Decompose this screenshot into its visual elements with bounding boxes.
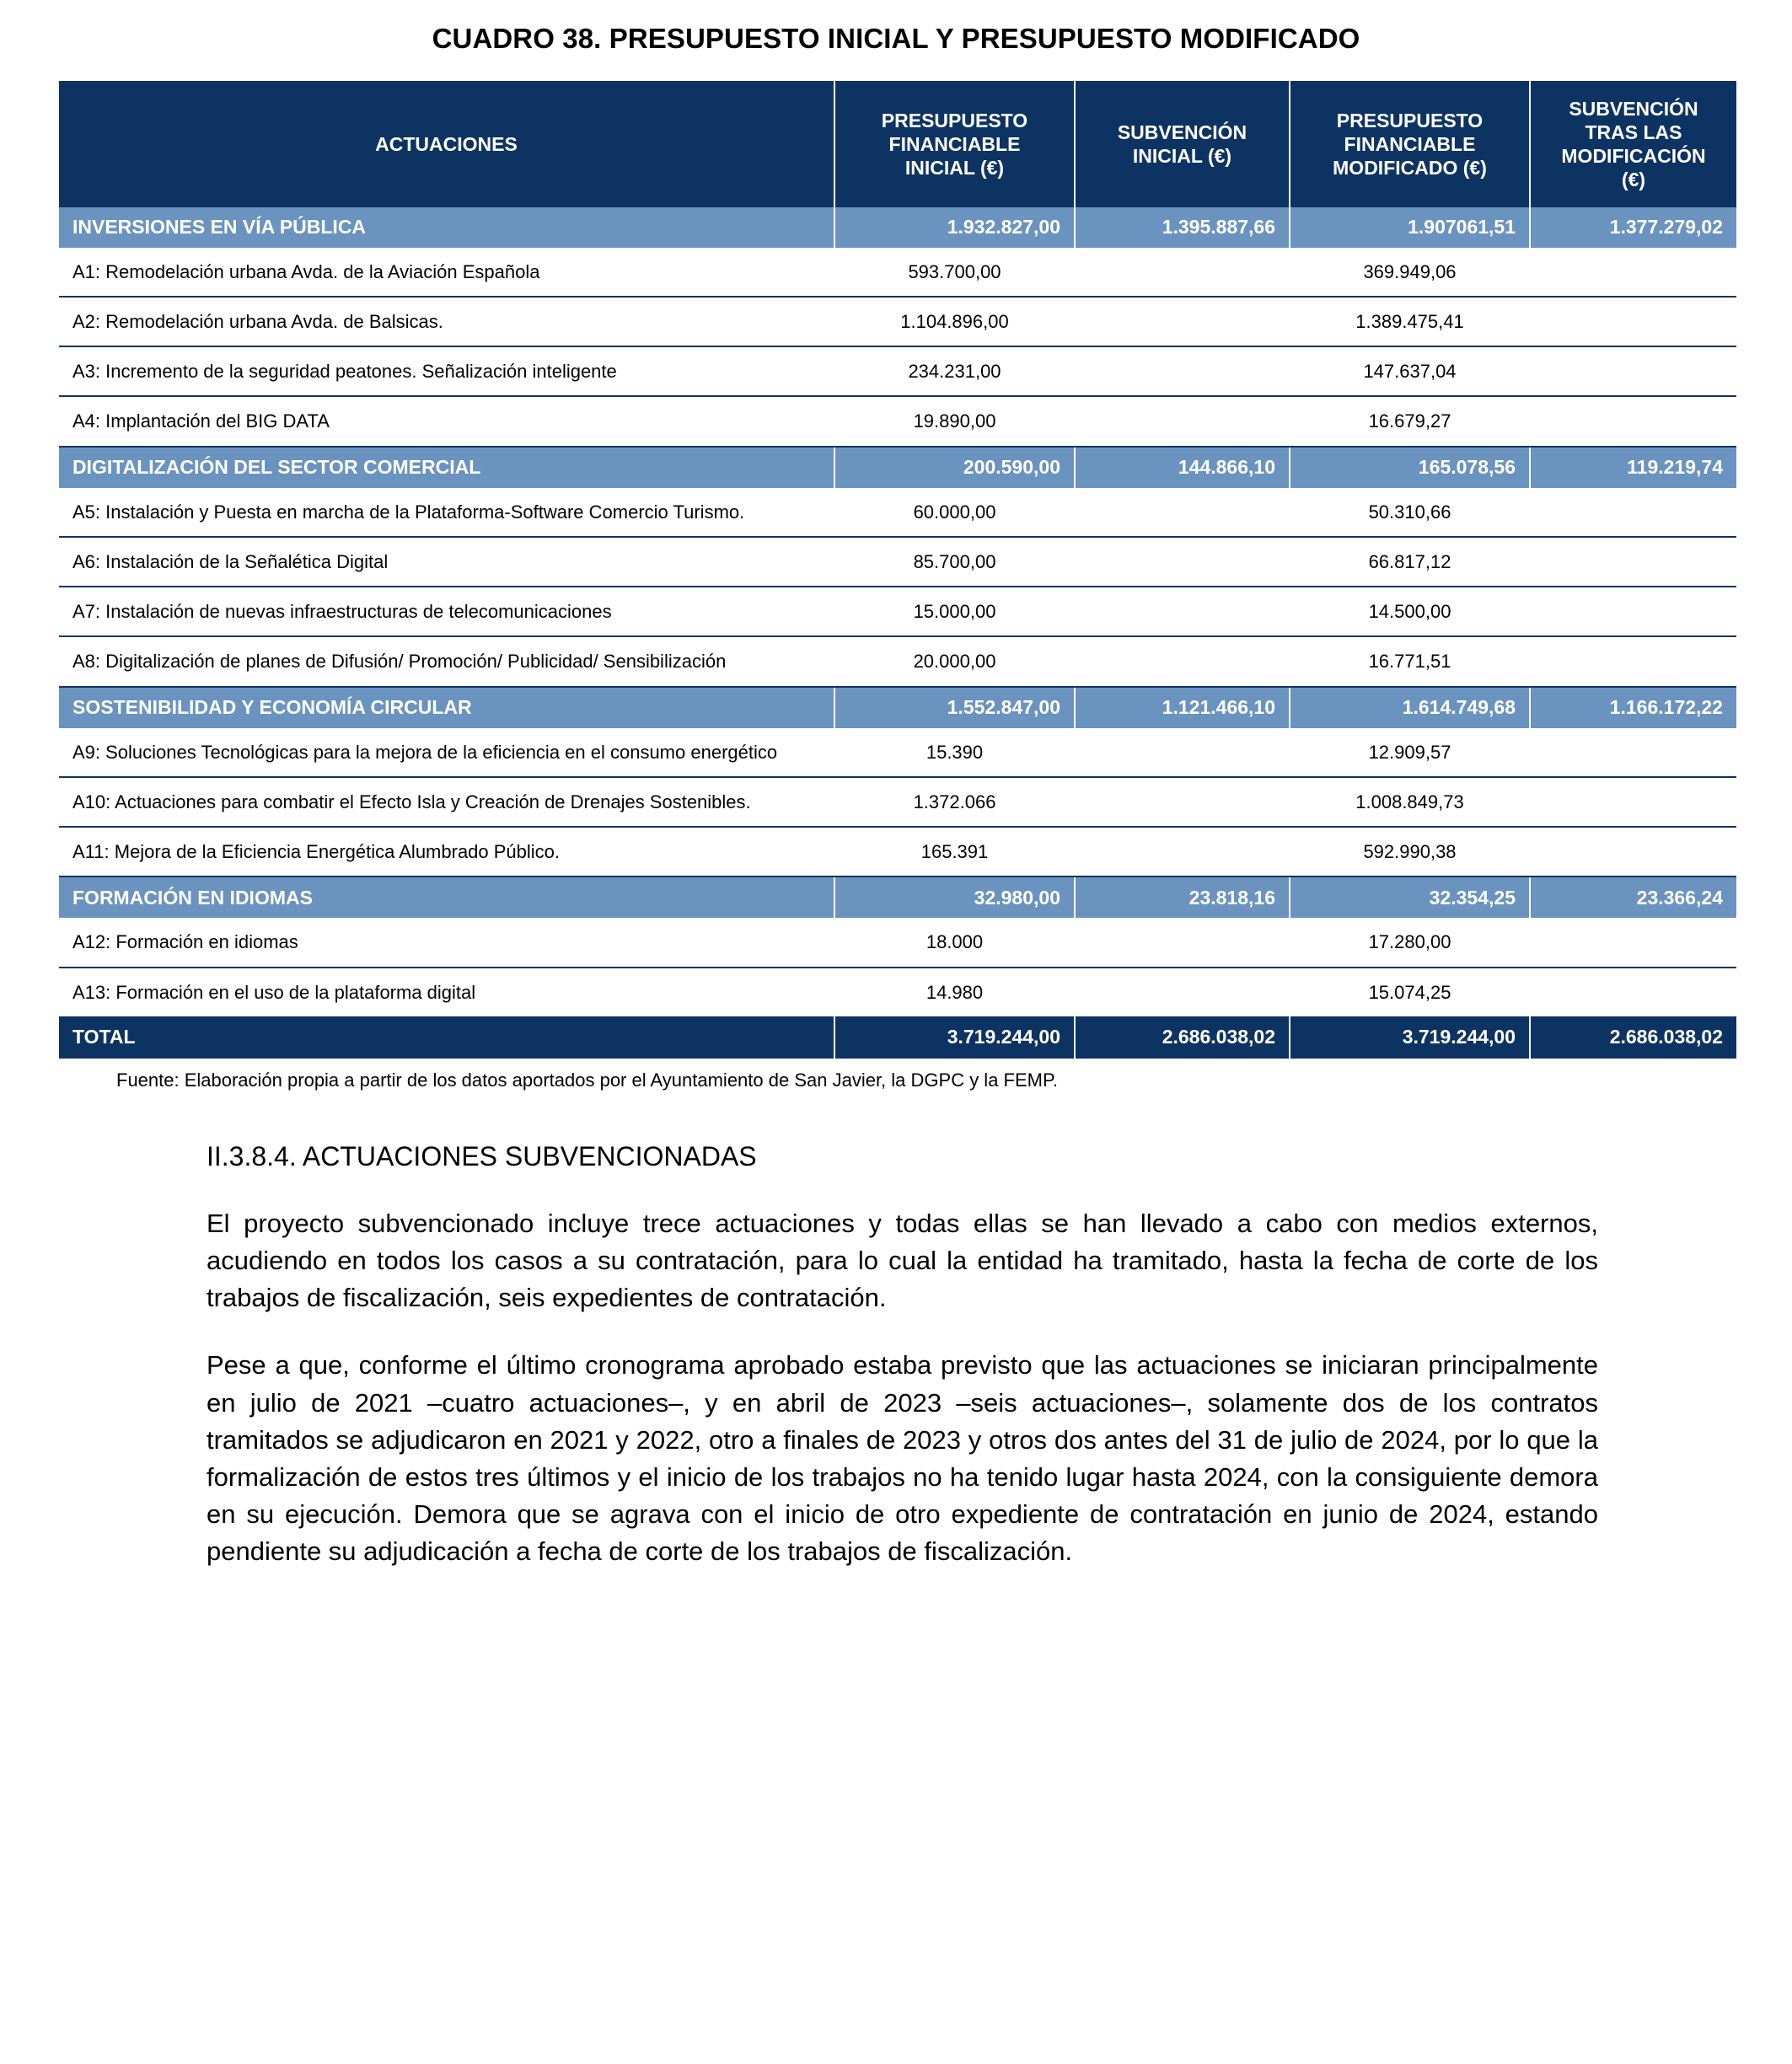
- cell-presupuesto-inicial: 200.590,00: [834, 447, 1075, 488]
- table-body: [59, 207, 1736, 1059]
- cell-subvencion-modificada: [1530, 827, 1736, 877]
- table-row: [59, 777, 1736, 827]
- cell-presupuesto-modificado: 1.008.849,73: [1290, 777, 1530, 827]
- cell-subvencion-modificada: [1530, 248, 1736, 297]
- cell-subvencion-inicial: 1.121.466,10: [1075, 687, 1290, 728]
- cell-presupuesto-modificado: 16.679,27: [1290, 396, 1530, 446]
- table-row: [59, 488, 1736, 537]
- cell-presupuesto-inicial: 1.552.847,00: [834, 687, 1075, 728]
- column-header-presupuesto-modificado-line-2: FINANCIABLE: [1344, 132, 1476, 155]
- table-source-note: Fuente: Elaboración propia a partir de los datos aportados por el Ayuntamiento de San Javier, la DGPC y la FEMP.: [116, 1069, 1058, 1091]
- cell-actuacion: A3: Incremento de la seguridad peatones. Señalización inteligente: [59, 346, 834, 396]
- cell-presupuesto-inicial: 14.980: [834, 968, 1075, 1016]
- column-header-presupuesto-modificado: [1290, 81, 1530, 207]
- table-group-row: [59, 207, 1736, 248]
- column-header-presupuesto-inicial-line-3: INICIAL (€): [904, 156, 1005, 179]
- table-row: [59, 537, 1736, 587]
- column-header-subvencion-inicial: [1075, 81, 1290, 207]
- cell-presupuesto-inicial: 3.719.244,00: [834, 1016, 1075, 1059]
- cell-actuacion: A13: Formación en el uso de la plataforma digital: [59, 968, 834, 1016]
- cell-subvencion-inicial: [1075, 777, 1290, 827]
- cell-subvencion-inicial: [1075, 587, 1290, 636]
- table-row: [59, 346, 1736, 396]
- table-group-row: [59, 877, 1736, 918]
- table-row: [59, 918, 1736, 967]
- column-header-presupuesto-inicial: [834, 81, 1075, 207]
- column-header-actuaciones: [59, 81, 834, 207]
- cell-actuacion: SOSTENIBILIDAD Y ECONOMÍA CIRCULAR: [59, 687, 834, 728]
- table-row: [59, 968, 1736, 1016]
- cell-actuacion: FORMACIÓN EN IDIOMAS: [59, 877, 834, 918]
- column-header-subvencion-modificada-line-1: SUBVENCIÓN: [1569, 97, 1698, 120]
- column-header-subvencion-modificada-line-4: (€): [1621, 168, 1646, 190]
- cell-presupuesto-inicial: 19.890,00: [834, 396, 1075, 446]
- cell-actuacion: TOTAL: [59, 1016, 834, 1059]
- column-header-subvencion-modificada-line-3: MODIFICACIÓN: [1561, 144, 1706, 167]
- cell-presupuesto-inicial: 1.932.827,00: [834, 207, 1075, 248]
- cell-presupuesto-modificado: 165.078,56: [1290, 447, 1530, 488]
- table-header-row: [59, 81, 1736, 207]
- cell-presupuesto-inicial: 1.104.896,00: [834, 297, 1075, 346]
- column-header-subvencion-modificada-line-2: TRAS LAS: [1585, 121, 1682, 143]
- cell-subvencion-modificada: 1.166.172,22: [1530, 687, 1736, 728]
- cell-presupuesto-modificado: 147.637,04: [1290, 346, 1530, 396]
- cell-subvencion-modificada: 23.366,24: [1530, 877, 1736, 918]
- table-total-row: [59, 1016, 1736, 1059]
- cell-presupuesto-inicial: 165.391: [834, 827, 1075, 877]
- cell-subvencion-modificada: [1530, 488, 1736, 537]
- cell-actuacion: A4: Implantación del BIG DATA: [59, 396, 834, 446]
- table-group-row: [59, 447, 1736, 488]
- cell-subvencion-modificada: [1530, 297, 1736, 346]
- cell-subvencion-inicial: [1075, 396, 1290, 446]
- cell-subvencion-inicial: [1075, 346, 1290, 396]
- cell-presupuesto-modificado: 1.614.749,68: [1290, 687, 1530, 728]
- cell-presupuesto-modificado: 3.719.244,00: [1290, 1016, 1530, 1059]
- cell-subvencion-inicial: 1.395.887,66: [1075, 207, 1290, 248]
- cell-presupuesto-inicial: 593.700,00: [834, 248, 1075, 297]
- cell-presupuesto-modificado: 369.949,06: [1290, 248, 1530, 297]
- cell-subvencion-inicial: [1075, 827, 1290, 877]
- table-header: [59, 81, 1736, 207]
- cell-actuacion: A7: Instalación de nuevas infraestructuras de telecomunicaciones: [59, 587, 834, 636]
- cell-presupuesto-inicial: 15.390: [834, 728, 1075, 777]
- cell-subvencion-inicial: [1075, 488, 1290, 537]
- column-header-presupuesto-inicial-line-2: FINANCIABLE: [888, 132, 1021, 155]
- paragraph-1: El proyecto subvencionado incluye trece actuaciones y todas ellas se han llevado a cabo con medios externos, acudiendo en todos los casos a su contratación, para lo cual la entidad ha tramitado, hasta la fecha de corte de los trabajos de fiscalización, seis expedientes de contratación.: [207, 1209, 1598, 1313]
- table-title: CUADRO 38. PRESUPUESTO INICIAL Y PRESUPUESTO MODIFICADO: [432, 23, 1360, 54]
- body-content: [59, 1092, 1733, 1569]
- table-row: [59, 728, 1736, 777]
- column-header-presupuesto-inicial-line-1: PRESUPUESTO: [881, 109, 1028, 131]
- cell-subvencion-modificada: 2.686.038,02: [1530, 1016, 1736, 1059]
- cell-actuacion: DIGITALIZACIÓN DEL SECTOR COMERCIAL: [59, 447, 834, 488]
- cell-subvencion-inicial: 2.686.038,02: [1075, 1016, 1290, 1059]
- cell-subvencion-inicial: 144.866,10: [1075, 447, 1290, 488]
- cell-presupuesto-inicial: 60.000,00: [834, 488, 1075, 537]
- cell-actuacion: A5: Instalación y Puesta en marcha de la Plataforma-Software Comercio Turismo.: [59, 488, 834, 537]
- paragraph-2: Pese a que, conforme el último cronograma aprobado estaba previsto que las actuaciones se iniciaran principalmente en julio de 2021 –cuatro actuaciones–, y en abril de 2023 –seis actuaciones–, solamente dos de los contratos tramitados se adjudicaron en 2021 y 2022, otro a finales de 2023 y otros dos antes del 31 de julio de 2024, por lo que la formalización de estos tres últimos y el inicio de los trabajos no ha tenido lugar hasta 2024, con la consiguiente demora en su ejecución. Demora que se agrava con el inicio de otro expediente de contratación en junio de 2024, estando pendiente su adjudicación a fecha de corte de los trabajos de fiscalización.: [207, 1350, 1598, 1566]
- cell-subvencion-modificada: [1530, 968, 1736, 1016]
- cell-subvencion-modificada: 119.219,74: [1530, 447, 1736, 488]
- cell-presupuesto-modificado: 14.500,00: [1290, 587, 1530, 636]
- cell-subvencion-inicial: 23.818,16: [1075, 877, 1290, 918]
- column-header-presupuesto-modificado-line-3: MODIFICADO (€): [1333, 156, 1487, 179]
- cell-subvencion-modificada: [1530, 777, 1736, 827]
- cell-subvencion-inicial: [1075, 918, 1290, 967]
- cell-actuacion: A6: Instalación de la Señalética Digital: [59, 537, 834, 587]
- cell-actuacion: INVERSIONES EN VÍA PÚBLICA: [59, 207, 834, 248]
- table-row: [59, 297, 1736, 346]
- table-row: [59, 396, 1736, 446]
- cell-actuacion: A11: Mejora de la Eficiencia Energética Alumbrado Público.: [59, 827, 834, 877]
- cell-actuacion: A12: Formación en idiomas: [59, 918, 834, 967]
- cell-subvencion-inicial: [1075, 968, 1290, 1016]
- cell-actuacion: A8: Digitalización de planes de Difusión/ Promoción/ Publicidad/ Sensibilización: [59, 636, 834, 686]
- cell-presupuesto-modificado: 50.310,66: [1290, 488, 1530, 537]
- cell-presupuesto-modificado: 12.909,57: [1290, 728, 1530, 777]
- cell-subvencion-modificada: [1530, 587, 1736, 636]
- cell-actuacion: A2: Remodelación urbana Avda. de Balsicas.: [59, 297, 834, 346]
- cell-presupuesto-modificado: 16.771,51: [1290, 636, 1530, 686]
- table-group-row: [59, 687, 1736, 728]
- cell-presupuesto-inicial: 32.980,00: [834, 877, 1075, 918]
- cell-subvencion-modificada: [1530, 537, 1736, 587]
- cell-presupuesto-modificado: 592.990,38: [1290, 827, 1530, 877]
- budget-table: [59, 81, 1736, 1059]
- column-header-presupuesto-modificado-line-1: PRESUPUESTO: [1336, 109, 1483, 131]
- cell-presupuesto-inicial: 18.000: [834, 918, 1075, 967]
- cell-subvencion-modificada: 1.377.279,02: [1530, 207, 1736, 248]
- cell-presupuesto-inicial: 20.000,00: [834, 636, 1075, 686]
- table-row: [59, 587, 1736, 636]
- cell-actuacion: A10: Actuaciones para combatir el Efecto Isla y Creación de Drenajes Sostenibles.: [59, 777, 834, 827]
- cell-subvencion-inicial: [1075, 537, 1290, 587]
- column-header-subvencion-inicial-line-2: INICIAL (€): [1132, 144, 1232, 167]
- section-heading: II.3.8.4. ACTUACIONES SUBVENCIONADAS: [207, 1141, 757, 1172]
- cell-subvencion-inicial: [1075, 636, 1290, 686]
- cell-subvencion-modificada: [1530, 918, 1736, 967]
- cell-presupuesto-inicial: 85.700,00: [834, 537, 1075, 587]
- cell-subvencion-inicial: [1075, 297, 1290, 346]
- cell-presupuesto-modificado: 15.074,25: [1290, 968, 1530, 1016]
- cell-subvencion-inicial: [1075, 728, 1290, 777]
- column-header-subvencion-inicial-line-1: SUBVENCIÓN: [1117, 121, 1247, 143]
- cell-subvencion-modificada: [1530, 346, 1736, 396]
- cell-presupuesto-modificado: 1.389.475,41: [1290, 297, 1530, 346]
- cell-subvencion-modificada: [1530, 728, 1736, 777]
- table-row: [59, 636, 1736, 686]
- cell-actuacion: A1: Remodelación urbana Avda. de la Aviación Española: [59, 248, 834, 297]
- cell-presupuesto-modificado: 32.354,25: [1290, 877, 1530, 918]
- cell-presupuesto-modificado: 1.907061,51: [1290, 207, 1530, 248]
- cell-subvencion-modificada: [1530, 636, 1736, 686]
- column-header-actuaciones-line-1: ACTUACIONES: [375, 132, 518, 155]
- cell-presupuesto-inicial: 234.231,00: [834, 346, 1075, 396]
- cell-presupuesto-inicial: 15.000,00: [834, 587, 1075, 636]
- cell-presupuesto-inicial: 1.372.066: [834, 777, 1075, 827]
- column-header-subvencion-modificada: [1530, 81, 1736, 207]
- cell-actuacion: A9: Soluciones Tecnológicas para la mejora de la eficiencia en el consumo energético: [59, 728, 834, 777]
- cell-subvencion-modificada: [1530, 396, 1736, 446]
- table-row: [59, 248, 1736, 297]
- cell-presupuesto-modificado: 17.280,00: [1290, 918, 1530, 967]
- cell-subvencion-inicial: [1075, 248, 1290, 297]
- table-row: [59, 827, 1736, 877]
- cell-presupuesto-modificado: 66.817,12: [1290, 537, 1530, 587]
